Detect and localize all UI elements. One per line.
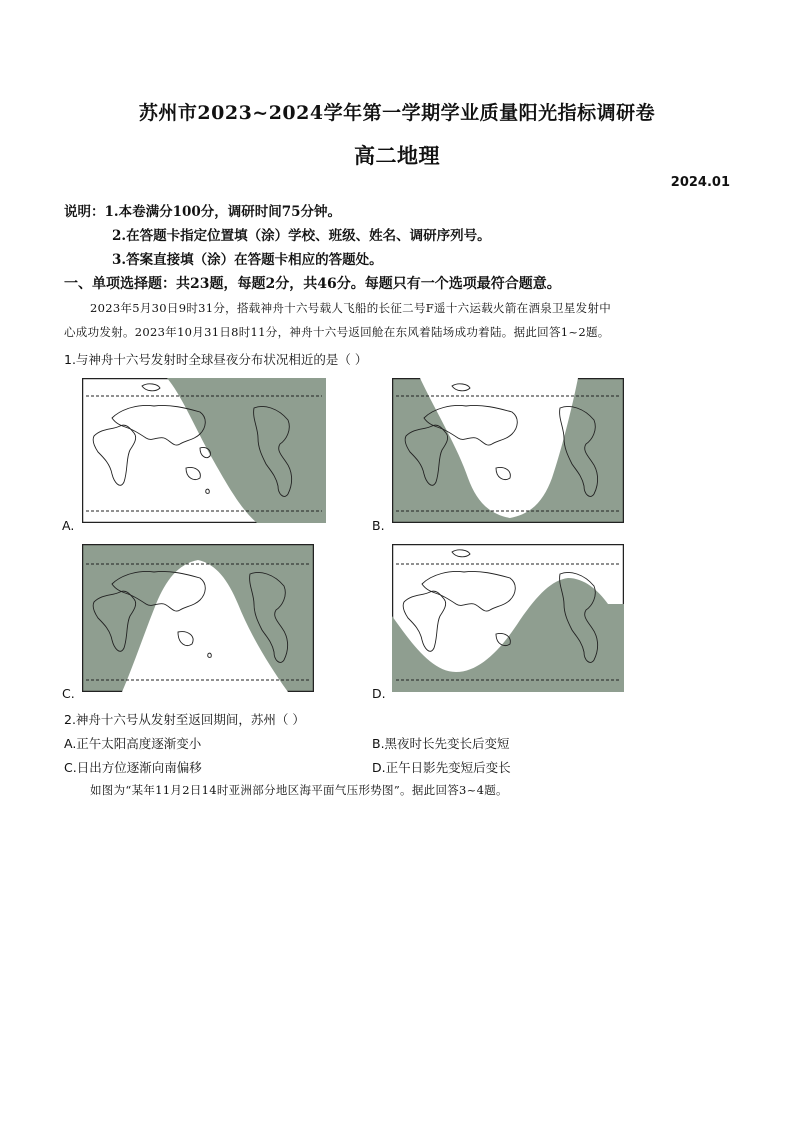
world-map-b: [392, 378, 624, 523]
subject-title: 高二地理: [354, 143, 440, 168]
question-2-stem: 2.神舟十六号从发射至返回期间，苏州（ ）: [64, 712, 305, 727]
instruction-item-3: 3.答案直接填（涂）在答题卡相应的答题处。: [112, 252, 383, 268]
option-b-label: B.: [372, 518, 385, 533]
option-a-label: A.: [62, 518, 75, 533]
world-map-d: [392, 544, 624, 692]
question-1-stem: 1.与神舟十六号发射时全球昼夜分布状况相近的是（ ）: [64, 352, 368, 367]
map-option-d[interactable]: [392, 544, 624, 692]
section-heading: 一、单项选择题：共23题，每题2分，共46分。每题只有一个选项最符合题意。: [64, 276, 561, 292]
passage2-text: 如图为“某年11月2日14时亚洲部分地区海平面气压形势图”。据此回答3~4题。: [90, 783, 508, 797]
q2-choice-c[interactable]: C.日出方位逐渐向南偏移: [64, 760, 202, 775]
map-option-c[interactable]: [82, 544, 314, 692]
q2-choice-d[interactable]: D.正午日影先变短后变长: [372, 760, 511, 775]
map-option-b[interactable]: [392, 378, 624, 523]
option-d-label: D.: [372, 686, 386, 701]
instructions-label: 说明：: [64, 204, 105, 220]
option-c-label: C.: [62, 686, 75, 701]
instruction-item-1: 1.本卷满分100分，调研时间75分钟。: [104, 204, 342, 220]
world-map-a: [82, 378, 326, 523]
passage1-line-1: 2023年5月30日9时31分，搭载神舟十六号载人飞船的长征二号F遥十六运载火箭在酒泉卫星发射中: [90, 301, 612, 315]
passage1-line-2: 心成功发射。2023年10月31日8时11分，神舟十六号返回舱在东风着陆场成功着陆。据此回答1~2题。: [64, 325, 610, 339]
instructions-line-1: [64, 200, 341, 220]
world-map-c: [82, 544, 314, 692]
exam-title: 苏州市2023~2024学年第一学期学业质量阳光指标调研卷: [138, 102, 656, 124]
instruction-item-2: 2.在答题卡指定位置填（涂）学校、班级、姓名、调研序列号。: [112, 228, 491, 244]
exam-date: 2024.01: [670, 175, 730, 190]
map-option-a[interactable]: [82, 378, 326, 523]
q2-choice-a[interactable]: A.正午太阳高度逐渐变小: [64, 736, 202, 751]
q2-choice-b[interactable]: B.黑夜时长先变长后变短: [372, 736, 510, 751]
